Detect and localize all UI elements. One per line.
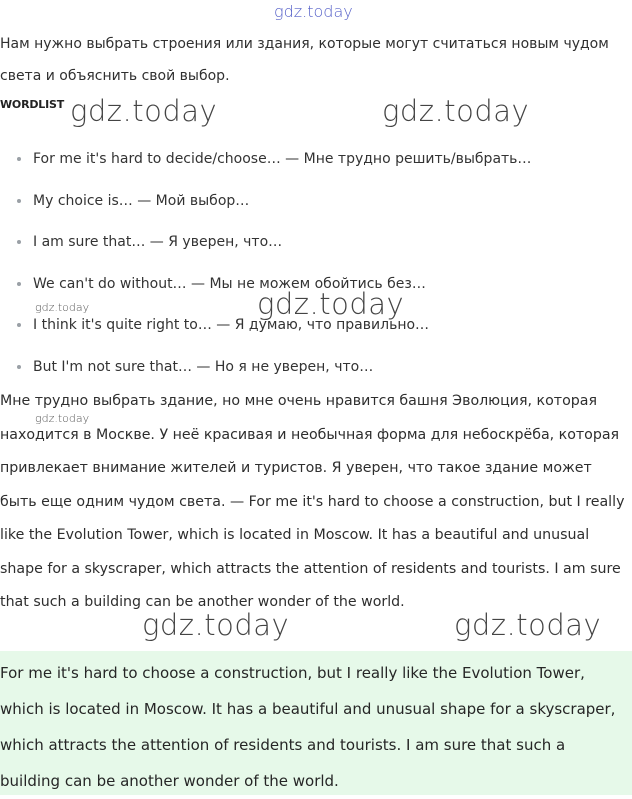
task-instruction: Нам нужно выбрать строения или здания, которые могут считаться новым чудом света и объяснить свой выбор.	[0, 36, 609, 84]
phrase-text: We can't do without… — Мы не можем обойтись без…	[33, 275, 426, 292]
bullet-icon	[17, 365, 21, 369]
list-item	[0, 141, 620, 183]
watermark-small: gdz.today	[35, 412, 90, 425]
phrase-text: My choice is… — Мой выбор…	[33, 192, 250, 209]
phrase-text: I am sure that… — Я уверен, что…	[33, 234, 283, 251]
bullet-icon	[17, 240, 21, 244]
watermark-small: gdz.today	[35, 301, 90, 314]
phrase-text: For me it's hard to decide/choose… — Мне трудно решить/выбрать…	[33, 151, 532, 167]
watermark: gdz.today	[142, 608, 290, 642]
highlight-text: For me it's hard to choose a construction, but I really like the Evolution Tower, which is located in Moscow. It has a beautiful and unusual shape for a skyscraper, which attracts the attention of residents and tourists. I am sure that such a building can be another wonder of the world.	[0, 664, 616, 790]
wordlist-heading: WORDLIST	[0, 98, 65, 111]
list-item	[0, 183, 620, 225]
translation-highlight	[0, 651, 632, 795]
bullet-icon	[17, 323, 21, 327]
wordlist	[0, 141, 620, 391]
answer-paragraph: Мне трудно выбрать здание, но мне очень нравится башня Эволюция, которая находится в Москве. У неё красивая и необычная форма для небоскрёба, которая привлекает внимание жителей и туристов. Я уверен, что такое здание может быть еще одним чудом света. — For me it's hard to choose a construction, but I really like the Evolution Tower, which is located in Moscow. It has a beautiful and unusual shape for a skyscraper, which attracts the attention of residents and tourists. I am sure that such a building can be another wonder of the world.	[0, 393, 625, 610]
watermark: gdz.today	[257, 287, 405, 321]
phrase-text: But I'm not sure that… — Но я не уверен, что…	[33, 358, 374, 375]
bullet-icon	[17, 157, 21, 161]
bullet-icon	[17, 199, 21, 203]
watermark: gdz.today	[454, 608, 602, 642]
phrase-text: I think it's quite right to… — Я думаю, что правильно…	[33, 317, 430, 334]
list-item	[0, 224, 620, 266]
watermark: gdz.today	[70, 94, 218, 128]
watermark: gdz.today	[382, 94, 530, 128]
watermark-top: gdz.today	[274, 2, 353, 21]
bullet-icon	[17, 282, 21, 286]
